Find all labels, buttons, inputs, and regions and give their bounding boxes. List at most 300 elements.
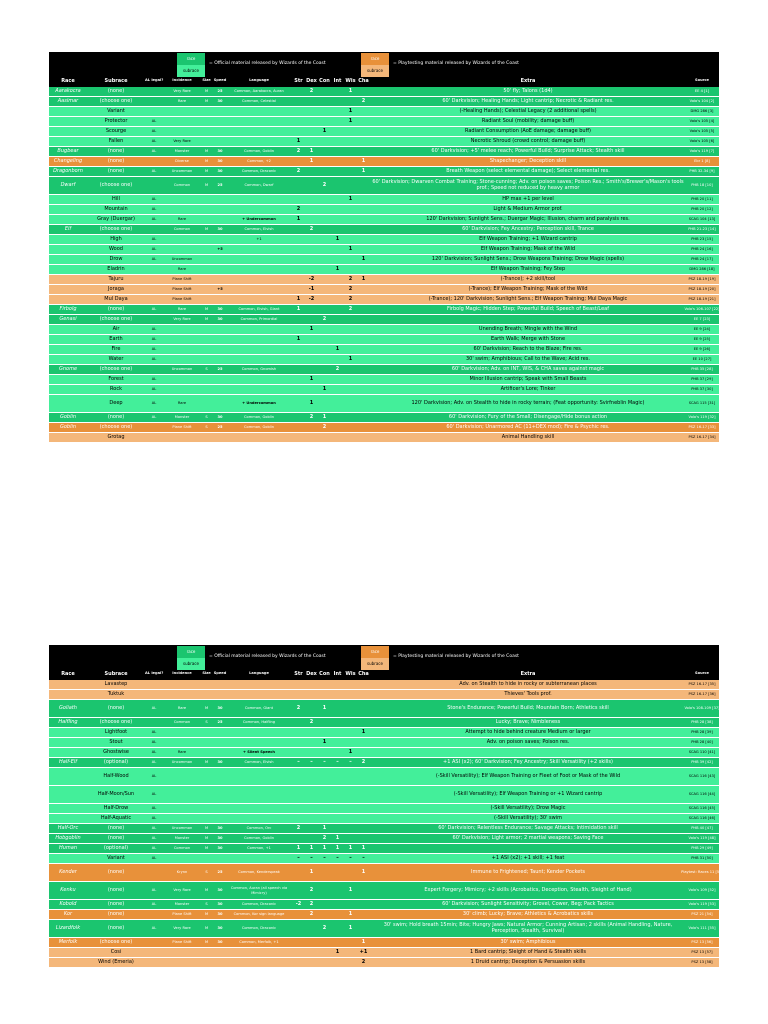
al-legal-cell: AL <box>151 387 157 392</box>
size-cell <box>201 325 212 334</box>
table-row <box>49 948 719 958</box>
al-legal-cell <box>145 285 163 294</box>
speed-cell <box>212 265 228 274</box>
al-legal-cell: AL <box>151 888 157 893</box>
source-cell: PHB 29 [49] <box>691 846 713 851</box>
incidence-cell: Rare <box>177 706 187 711</box>
dex-cell <box>305 365 318 374</box>
speed-cell: 25 <box>217 720 223 725</box>
al-legal-cell <box>145 265 163 274</box>
speed-cell: 30 <box>217 846 223 851</box>
source-cell: EE 7 [23] <box>693 317 711 322</box>
cha-cell <box>357 325 370 334</box>
source-cell: SCAG 116 [45] <box>688 806 716 811</box>
str-cell <box>292 728 305 737</box>
wis-cell <box>344 255 357 264</box>
extra-cell: Immune to Frightened; Taunt; Kender Pockets <box>471 868 585 875</box>
size-cell: M <box>204 760 209 765</box>
extra-cell: Expert Forgery; Mimicry; +2 skills (Acrobatics, Deception, Stealth, Sleight of Hand) <box>424 886 632 893</box>
str-cell <box>292 948 305 957</box>
con-cell: – <box>323 758 326 765</box>
subrace-cell: (choose one) <box>99 181 133 188</box>
cha-cell <box>357 285 370 294</box>
int-cell <box>331 335 344 344</box>
source-cell: PHB 31 [50] <box>691 856 713 861</box>
source-cell: EE 9 [24] <box>693 327 711 332</box>
int-cell <box>331 728 344 737</box>
source-cell: PSZ 16-17 [36] <box>688 692 716 697</box>
language-cell: Common, Draconic <box>241 902 277 907</box>
race-cell <box>49 215 87 224</box>
wis-cell: 1 <box>348 924 353 931</box>
size-cell: M <box>204 706 209 711</box>
extra-cell: 60' Darkvision; Dwarven Combat Training; Stone-cunning; Adv. on poison saves; Poison Res.; Smith's/Brewer's/Mason's tools prof.; Speed not reduced by heavy armor <box>372 178 684 191</box>
str-cell <box>292 385 305 394</box>
dex-cell: 2 <box>309 87 314 94</box>
subrace-cell: Tajuru <box>108 275 124 282</box>
incidence-cell: Very Rare <box>173 888 191 893</box>
header-con: Con <box>319 671 330 677</box>
dex-cell <box>305 335 318 344</box>
subrace-cell: (optional) <box>103 844 129 851</box>
language-cell <box>228 385 290 394</box>
wis-cell <box>344 413 357 422</box>
dex-cell <box>305 738 318 747</box>
speed-cell <box>212 325 228 334</box>
race-cell <box>49 395 87 412</box>
extra-cell: Elf Weapon Training; +1 Wizard cantrip <box>479 235 577 242</box>
race-cell <box>49 137 87 146</box>
str-cell <box>292 910 305 919</box>
source-cell: PHB 28 [40] <box>691 740 713 745</box>
con-cell <box>318 864 331 881</box>
size-cell: S <box>205 367 208 372</box>
size-cell <box>201 127 212 136</box>
race-cell: Genasi <box>59 315 77 322</box>
language-cell <box>228 728 290 737</box>
al-legal-cell: AL <box>151 119 157 124</box>
int-cell <box>331 786 344 803</box>
con-cell: 1 <box>322 127 327 134</box>
table-row <box>49 167 719 177</box>
incidence-cell: Very Rare <box>173 139 191 144</box>
language-cell: + Undercommon <box>242 401 276 406</box>
source-cell: EE 10 [27] <box>692 357 712 362</box>
race-cell: Half-Orc <box>57 824 79 831</box>
con-cell <box>318 107 331 116</box>
language-cell: + Silent Speech <box>242 750 275 755</box>
incidence-cell <box>163 433 201 442</box>
cha-cell <box>357 235 370 244</box>
dex-cell: – <box>310 758 313 765</box>
speed-cell <box>212 433 228 442</box>
int-cell <box>331 225 344 234</box>
size-cell: M <box>204 940 209 945</box>
subrace-cell: Ghostwise <box>103 748 129 755</box>
al-legal-cell: AL <box>151 846 157 851</box>
language-cell <box>228 948 290 957</box>
race-cell <box>49 195 87 204</box>
cha-cell <box>357 315 370 324</box>
incidence-cell: Rare <box>177 750 187 755</box>
speed-cell <box>212 690 228 699</box>
con-cell: 2 <box>322 181 327 188</box>
language-cell: + Undercommon <box>242 217 276 222</box>
header-source: Source <box>695 671 709 675</box>
dex-cell: 1 <box>309 157 314 164</box>
int-cell <box>331 814 344 823</box>
speed-cell: 25 <box>217 367 223 372</box>
language-cell: Common, Goblin <box>243 836 274 841</box>
subrace-cell: (none) <box>107 834 125 841</box>
language-cell <box>228 375 290 384</box>
language-cell: Common, Goblin <box>243 149 274 154</box>
wis-cell <box>344 147 357 156</box>
speed-cell <box>212 295 228 304</box>
dex-cell <box>305 245 318 254</box>
extra-cell: (-Skill Versatility); Drow Magic <box>490 804 566 811</box>
cha-cell <box>357 87 370 96</box>
subrace-cell: (none) <box>107 868 125 875</box>
incidence-cell <box>163 127 201 136</box>
source-cell: EE 4 [1] <box>694 89 710 94</box>
subrace-cell: Tuktuk <box>107 690 125 697</box>
al-legal-cell: AL <box>151 149 157 154</box>
language-cell: Common, +1 <box>247 846 271 851</box>
subrace-cell: (none) <box>107 305 125 312</box>
subrace-cell: Water <box>108 355 124 362</box>
str-cell: 1 <box>296 215 301 222</box>
size-cell: M <box>204 99 209 104</box>
extra-cell: 30' swim; Amphibious <box>500 938 556 945</box>
table-row <box>49 305 719 315</box>
language-cell: Common, Aarakocra, Auran <box>234 89 284 94</box>
table-row <box>49 147 719 157</box>
speed-cell: 30 <box>217 415 223 420</box>
size-cell <box>201 117 212 126</box>
size-cell: M <box>204 888 209 893</box>
int-cell <box>331 804 344 813</box>
race-cell: Changeling <box>53 157 83 164</box>
incidence-cell: Diverse <box>175 159 189 164</box>
speed-cell: +5 <box>217 247 223 252</box>
extra-cell: Radiant Consumption (AoE damage; damage buff) <box>464 127 591 134</box>
al-legal-cell: AL <box>151 377 157 382</box>
al-legal-cell <box>145 177 163 194</box>
con-cell <box>318 814 331 823</box>
int-cell <box>331 147 344 156</box>
al-legal-cell: AL <box>151 706 157 711</box>
legend-official-text: = Official material released by Wizards of the Coast <box>209 654 326 659</box>
header-int: Int <box>333 78 342 84</box>
con-cell <box>318 325 331 334</box>
source-cell: Volo's 119 [53] <box>688 902 716 907</box>
dex-cell <box>305 215 318 224</box>
header-extra: Extra <box>520 671 536 677</box>
extra-cell: Attempt to hide behind creature Medium or larger <box>465 728 591 735</box>
race-cell: Aarakocra <box>55 87 81 94</box>
language-cell <box>228 245 290 254</box>
int-cell: 1 <box>335 345 340 352</box>
con-cell <box>318 395 331 412</box>
cha-cell <box>357 245 370 254</box>
source-cell: PHB 20 [12] <box>691 207 713 212</box>
table-row <box>49 748 719 758</box>
incidence-cell <box>163 345 201 354</box>
int-cell <box>331 680 344 689</box>
race-cell: Firbolg <box>59 305 77 312</box>
cha-cell <box>357 882 370 899</box>
table-row <box>49 423 719 433</box>
incidence-cell <box>163 690 201 699</box>
source-cell: EE 9 [26] <box>693 347 711 352</box>
subrace-cell: Lavastep <box>104 680 128 687</box>
source-cell: PHB 20 [11] <box>691 197 713 202</box>
subrace-cell: Fallen <box>108 137 124 144</box>
subrace-cell: Grotag <box>107 433 125 440</box>
source-cell: EE 9 [25] <box>693 337 711 342</box>
int-cell: 2 <box>335 365 340 372</box>
con-cell <box>318 365 331 374</box>
dex-cell <box>305 824 318 833</box>
int-cell: 1 <box>335 235 340 242</box>
size-cell: S <box>205 425 208 430</box>
size-cell: M <box>204 227 209 232</box>
al-legal-cell: AL <box>151 740 157 745</box>
incidence-cell: Monster <box>174 902 190 907</box>
subrace-cell: (none) <box>107 900 125 907</box>
int-cell: – <box>336 758 339 765</box>
table-row <box>49 355 719 365</box>
cha-cell <box>357 375 370 384</box>
cha-cell <box>357 365 370 374</box>
source-cell: PSZ 18-19 [21] <box>688 297 716 302</box>
str-cell <box>292 395 305 412</box>
incidence-cell: Plane Shift <box>172 277 192 282</box>
cha-cell <box>357 700 370 717</box>
al-legal-cell <box>145 680 163 689</box>
int-cell <box>331 325 344 334</box>
table-row <box>49 265 719 275</box>
wis-cell <box>344 423 357 432</box>
str-cell <box>292 375 305 384</box>
con-cell <box>318 786 331 803</box>
incidence-cell <box>163 375 201 384</box>
source-cell: PSZ 18-19 [19] <box>688 277 716 282</box>
wis-cell <box>344 395 357 412</box>
table-row <box>49 413 719 423</box>
header-size: Size <box>202 78 211 82</box>
source-cell: Volo's 106-107 [22] <box>684 307 720 312</box>
wis-cell <box>344 728 357 737</box>
speed-cell: 30 <box>217 940 223 945</box>
subrace-cell: (none) <box>107 824 125 831</box>
str-cell <box>292 225 305 234</box>
source-cell: Volo's 105 [5] <box>689 129 715 134</box>
race-cell <box>49 335 87 344</box>
int-cell <box>331 938 344 947</box>
str-cell <box>292 355 305 364</box>
subrace-cell: Scourge <box>105 127 127 134</box>
dex-cell <box>305 804 318 813</box>
race-cell <box>49 738 87 747</box>
source-cell: PHB 39 [42] <box>691 760 713 765</box>
language-cell: Common, Dwarf <box>244 183 274 188</box>
race-cell <box>49 245 87 254</box>
al-legal-cell: AL <box>151 760 157 765</box>
table-row <box>49 295 719 305</box>
con-cell: 1 <box>322 704 327 711</box>
race-cell: Lizardfolk <box>55 924 81 931</box>
dex-cell: 1 <box>309 868 314 875</box>
language-cell: Common, Celestial <box>242 99 276 104</box>
race-table-page-2 <box>49 645 723 968</box>
extra-cell: (-Skill Versatility); Elf Weapon Training or +1 Wizard cantrip <box>453 790 603 797</box>
wis-cell <box>344 345 357 354</box>
header-language: Language <box>249 78 269 82</box>
language-cell: Common, Kor sign language <box>233 912 285 917</box>
al-legal-cell: AL <box>151 856 157 861</box>
extra-cell: 60' Darkvision; Relentless Endurance; Savage Attacks; Intimidation skill <box>438 824 618 831</box>
str-cell <box>292 768 305 785</box>
str-cell <box>292 87 305 96</box>
incidence-cell <box>163 385 201 394</box>
source-cell: SCAG 116 [46] <box>688 816 716 821</box>
race-cell: Elf <box>64 225 72 232</box>
con-cell <box>318 345 331 354</box>
con-cell <box>318 718 331 727</box>
wis-cell <box>344 948 357 957</box>
extra-cell: Earth Walk; Merge with Stone <box>490 335 566 342</box>
dex-cell: 1 <box>309 844 314 851</box>
race-cell <box>49 285 87 294</box>
source-cell: Volo's 109 [52] <box>688 888 716 893</box>
al-legal-cell: AL <box>151 806 157 811</box>
race-cell <box>49 748 87 757</box>
incidence-cell: Plane Shift <box>172 912 192 917</box>
cha-cell <box>357 690 370 699</box>
wis-cell <box>344 265 357 274</box>
table-row <box>49 738 719 748</box>
size-cell <box>201 295 212 304</box>
int-cell <box>331 700 344 717</box>
language-cell <box>228 786 290 803</box>
header-con: Con <box>319 78 330 84</box>
dex-cell: -2 <box>308 275 315 282</box>
int-cell: – <box>336 854 339 861</box>
con-cell <box>318 305 331 314</box>
header-wis: Wis <box>345 671 356 677</box>
con-cell <box>318 167 331 176</box>
table-row <box>49 814 719 824</box>
al-legal-cell <box>145 958 163 967</box>
wis-cell: 1 <box>348 245 353 252</box>
source-cell: PHB 21-23 [14] <box>688 227 716 232</box>
race-cell: Goliath <box>59 704 77 711</box>
extra-cell: Minor Illusion cantrip; Speak with Small Beasts <box>469 375 587 382</box>
al-legal-cell <box>145 423 163 432</box>
subrace-cell: (optional) <box>103 758 129 765</box>
al-legal-cell: AL <box>151 217 157 222</box>
size-cell <box>201 345 212 354</box>
source-cell: PSZ 16-17 [35] <box>688 682 716 687</box>
language-cell: Common, Elvish <box>244 227 274 232</box>
dex-cell <box>305 255 318 264</box>
table-row <box>49 375 719 385</box>
cha-cell <box>357 413 370 422</box>
cha-cell <box>357 127 370 136</box>
size-cell: M <box>204 826 209 831</box>
subrace-cell: Half-Aquatic <box>100 814 132 821</box>
extra-cell: 60' Darkvision; Fury of the Small; Disengage/Hide bonus action <box>448 413 608 420</box>
extra-cell: 120' Darkvision; Sunlight Sens.; Duergar Magic; Illusion, charm and paralysis res. <box>426 215 630 222</box>
incidence-cell <box>163 325 201 334</box>
dex-cell <box>305 814 318 823</box>
extra-cell: 50' fly; Talons (1d4) <box>503 87 553 94</box>
subrace-cell: Earth <box>109 335 123 342</box>
source-cell: Playtest: Races 11 [51] <box>681 870 723 875</box>
race-cell: Gnome <box>58 365 78 372</box>
dex-cell: 2 <box>309 910 314 917</box>
speed-cell <box>212 768 228 785</box>
legend-playtest-subrace-swatch: subrace <box>361 65 389 77</box>
language-cell <box>228 295 290 304</box>
language-cell: Common, Goblin <box>243 425 274 430</box>
language-cell: Common, Primordial <box>240 317 278 322</box>
dex-cell: 1 <box>309 325 314 332</box>
int-cell: 1 <box>335 844 340 851</box>
str-cell <box>292 365 305 374</box>
wis-cell <box>344 375 357 384</box>
size-cell <box>201 137 212 146</box>
legend-playtest-text: = Playtesting material released by Wizards of the Coast <box>393 61 519 66</box>
dex-cell <box>305 107 318 116</box>
size-cell <box>201 786 212 803</box>
table-row <box>49 315 719 325</box>
int-cell <box>331 738 344 747</box>
cha-cell: 1 <box>361 728 366 735</box>
con-cell <box>318 265 331 274</box>
str-cell <box>292 345 305 354</box>
cha-cell <box>357 335 370 344</box>
wis-cell: 1 <box>348 748 353 755</box>
speed-cell <box>212 235 228 244</box>
table-row <box>49 205 719 215</box>
language-cell: Common, Elvish <box>244 760 274 765</box>
speed-cell: 30 <box>217 149 223 154</box>
language-cell <box>228 804 290 813</box>
speed-cell <box>212 215 228 224</box>
table-row <box>49 768 719 786</box>
con-cell <box>318 690 331 699</box>
str-cell <box>292 864 305 881</box>
race-cell <box>49 235 87 244</box>
dex-cell <box>305 958 318 967</box>
subrace-cell: (none) <box>107 157 125 164</box>
al-legal-cell: AL <box>151 327 157 332</box>
language-cell: Common, Auran (all speech via Mimicry) <box>230 886 288 895</box>
cha-cell <box>357 345 370 354</box>
race-cell: Hobgoblin <box>55 834 81 841</box>
wis-cell <box>344 738 357 747</box>
incidence-cell: Plane Shift <box>172 287 192 292</box>
cha-cell <box>357 804 370 813</box>
al-legal-cell <box>145 295 163 304</box>
extra-cell: Necrotic Shroud (crowd control; damage buff) <box>470 137 586 144</box>
cha-cell <box>357 117 370 126</box>
extra-cell: 60' Darkvision; Healing Hands; Light cantrip; Necrotic & Radiant res. <box>442 97 614 104</box>
str-cell <box>292 433 305 442</box>
